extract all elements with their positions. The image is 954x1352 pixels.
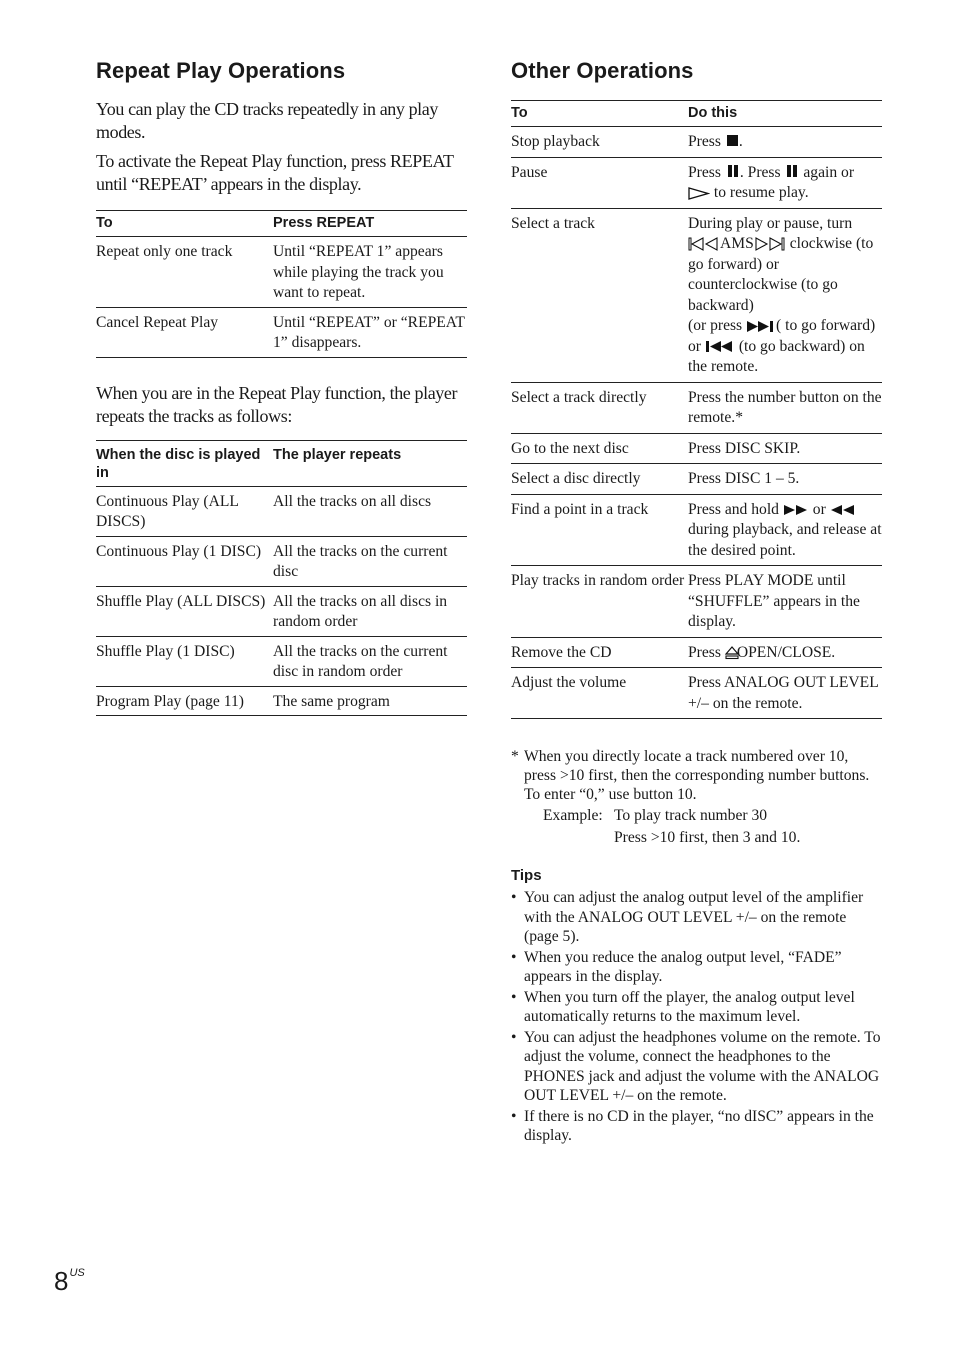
repeat-mid-text: When you are in the Repeat Play function, the player repeats the tracks as follows: [96, 382, 458, 426]
rewind-icon [830, 504, 856, 516]
table-cell: All the tracks on all discs in random order [273, 586, 467, 636]
cell-text: (or press [688, 317, 743, 334]
table-cell: Shuffle Play (1 DISC) [96, 636, 273, 686]
table-cell [688, 637, 882, 668]
table-cell: Continuous Play (1 DISC) [96, 536, 273, 586]
cell-text: Press [688, 163, 721, 181]
cell-text: to resume play. [713, 184, 809, 201]
repeat-table [96, 210, 467, 358]
table-cell: Find a point in a track [511, 494, 688, 566]
table-cell [688, 494, 882, 566]
table-cell: Remove the CD [511, 637, 688, 668]
bullet-icon: • [511, 948, 517, 966]
other-operations-heading: Other Operations [511, 58, 694, 83]
tips-heading: Tips [511, 867, 542, 884]
list-item [511, 1028, 882, 1106]
bullet-icon: • [511, 1028, 517, 1046]
page-number-suffix: US [69, 1267, 85, 1279]
cell-text: again or [803, 163, 855, 181]
table-cell: Press PLAY MODE until “SHUFFLE” appears in the display. [688, 566, 882, 638]
table-row [96, 237, 467, 308]
example-text-1: To play track number 30 [614, 807, 768, 824]
ams-label: AMS [720, 235, 754, 252]
table-cell: Press DISC SKIP. [688, 433, 882, 464]
table-row [96, 686, 467, 716]
example-label: Example: [543, 807, 603, 824]
bullet-icon: • [511, 988, 517, 1006]
table-cell: All the tracks on all discs [273, 486, 467, 536]
table-cell: Press DISC 1 – 5. [688, 464, 882, 495]
example-text-2: Press >10 first, then 3 and 10. [614, 829, 801, 846]
table-cell: Play tracks in random order [511, 566, 688, 638]
repeat-modes-table [96, 440, 467, 717]
table-row [511, 668, 882, 719]
table-cell: Until “REPEAT 1” appears while playing the track you want to repeat. [273, 237, 467, 308]
modes-table-header-disc: When the disc is played in [96, 440, 273, 486]
table-row [96, 486, 467, 536]
list-item [511, 988, 882, 1027]
list-item [511, 888, 882, 947]
table-cell: All the tracks on the current disc in random order [273, 636, 467, 686]
repeat-intro-2: To activate the Repeat Play function, press REPEAT until “REPEAT’ appears in the display. [96, 151, 454, 194]
repeat-play-heading: Repeat Play Operations [96, 58, 346, 83]
cell-text: Press [688, 643, 721, 661]
table-cell: Press the number button on the remote.* [688, 382, 882, 433]
cell-text: ( to go forward) or [688, 317, 876, 355]
ams-prev-icon [688, 237, 720, 251]
pause-icon [727, 165, 739, 177]
page-number-value: 8 [54, 1266, 69, 1296]
play-icon [688, 187, 710, 200]
ops-header-do: Do this [688, 101, 882, 127]
table-cell [688, 127, 882, 158]
repeat-play-section [96, 58, 467, 716]
tip-text: You can adjust the analog output level of the amplifier with the ANALOG OUT LEVEL +/– on the remote (page 5). [524, 889, 864, 945]
next-track-icon [746, 320, 776, 333]
table-cell: Repeat only one track [96, 237, 273, 308]
table-row [511, 382, 882, 433]
table-cell: All the tracks on the current disc [273, 536, 467, 586]
table-cell [688, 157, 882, 208]
cell-text: During play or pause, turn [688, 214, 853, 232]
table-cell: Select a track [511, 208, 688, 382]
footnote [511, 747, 882, 847]
table-cell: Pause [511, 157, 688, 208]
list-item [511, 948, 882, 987]
other-operations-section [511, 58, 882, 1147]
modes-table-header-repeats: The player repeats [273, 440, 467, 486]
cell-text: during playback, and release at the desired point. [688, 521, 882, 559]
table-cell: Press ANALOG OUT LEVEL +/– on the remote. [688, 668, 882, 719]
list-item [511, 1107, 882, 1146]
table-cell [688, 208, 882, 382]
table-row [511, 157, 882, 208]
page-number [54, 1266, 85, 1297]
table-row [96, 307, 467, 357]
table-cell: Program Play (page 11) [96, 686, 273, 716]
cell-text: clockwise (to go forward) or counterclockwise (to go backward) [688, 235, 874, 314]
table-row [511, 566, 882, 638]
cell-text: Press [688, 133, 721, 150]
repeat-intro-1: You can play the CD tracks repeatedly in any play modes. [96, 99, 438, 142]
table-row [511, 433, 882, 464]
cell-text: OPEN/CLOSE. [736, 643, 836, 661]
table-row [511, 494, 882, 566]
ops-header-to: To [511, 101, 688, 127]
table-cell: Until “REPEAT” or “REPEAT 1” disappears. [273, 307, 467, 357]
table-cell: Adjust the volume [511, 668, 688, 719]
table-cell: The same program [273, 686, 467, 716]
tip-text: When you turn off the player, the analog output level automatically returns to the maximum level. [524, 988, 855, 1025]
cell-text: Press and hold [688, 500, 779, 518]
stop-icon [727, 135, 738, 146]
table-row [511, 637, 882, 668]
repeat-table-header-press: Press REPEAT [273, 211, 467, 237]
table-row [511, 208, 882, 382]
example-line [511, 806, 882, 825]
tips-list [511, 888, 882, 1146]
tip-text: When you reduce the analog output level, “FADE” appears in the display. [524, 948, 842, 985]
cell-text: . Press [739, 163, 781, 181]
ams-next-icon [754, 237, 786, 251]
pause-icon [786, 165, 798, 177]
table-cell: Continuous Play (ALL DISCS) [96, 486, 273, 536]
bullet-icon: • [511, 1107, 517, 1125]
cell-text: or [812, 500, 826, 518]
bullet-icon: • [511, 889, 517, 906]
table-row [96, 586, 467, 636]
table-cell: Stop playback [511, 127, 688, 158]
fast-forward-icon [783, 504, 809, 516]
table-cell: Shuffle Play (ALL DISCS) [96, 586, 273, 636]
table-cell: Select a track directly [511, 382, 688, 433]
repeat-table-header-to: To [96, 211, 273, 237]
tip-text: If there is no CD in the player, “no dISC” appears in the display. [524, 1107, 874, 1144]
table-row [511, 127, 882, 158]
prev-track-icon [705, 340, 735, 353]
table-row [96, 636, 467, 686]
table-row [96, 536, 467, 586]
table-row [511, 464, 882, 495]
cell-text: . [738, 133, 743, 150]
table-cell: Go to the next disc [511, 433, 688, 464]
operations-table [511, 100, 882, 719]
tip-text: You can adjust the headphones volume on the remote. To adjust the volume, connect the headphones to the PHONES jack and adjust the volume with the ANALOG OUT LEVEL +/– on the remote. [524, 1028, 881, 1104]
table-cell: Select a disc directly [511, 464, 688, 495]
cell-text: (to go backward) on the remote. [688, 337, 865, 375]
footnote-text: * When you directly locate a track numbered over 10, press >10 first, then the corresponding number buttons. To enter “0,” use button 10. [511, 747, 882, 804]
table-cell: Cancel Repeat Play [96, 307, 273, 357]
